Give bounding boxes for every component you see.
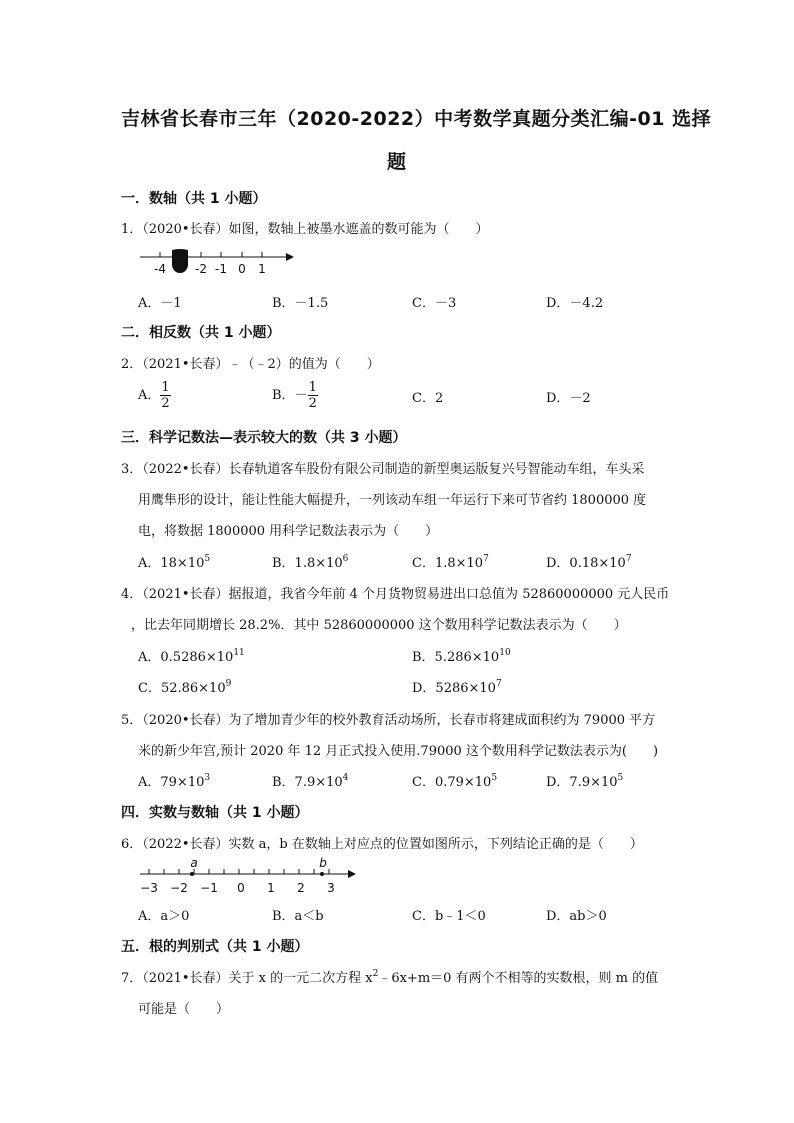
exponent: 11: [233, 648, 245, 658]
section-heading-5: 五．根的判别式（共 1 小题）: [121, 939, 309, 955]
exponent: 7: [495, 679, 502, 689]
point-a-label: a: [190, 856, 198, 870]
axis-label: -2: [195, 262, 207, 276]
option-c: [412, 771, 497, 790]
axis-label: 0: [238, 262, 246, 276]
question-5-line-1: 5．（2020•长春）为了增加青少年的校外教育活动场所，长春市将建成面积约为 79000 平方: [121, 713, 656, 728]
fraction: [308, 380, 318, 411]
option-b: B．－1.5: [272, 296, 329, 311]
point-b-label: b: [319, 856, 327, 870]
question-2-text: 2．（2021•长春）﹣（﹣2）的值为（ ）: [121, 357, 380, 372]
point-b: [320, 872, 324, 876]
axis-label: 0: [237, 881, 245, 895]
axis-label: 3: [327, 881, 335, 895]
section-heading-3: 三．科学记数法—表示较大的数（共 3 小题）: [121, 430, 407, 446]
exponent: 2: [372, 969, 379, 979]
exponent: 4: [342, 773, 349, 783]
axis-label: 2: [297, 881, 305, 895]
fraction: [160, 380, 170, 411]
option-text: D．7.9×10: [546, 775, 618, 790]
exponent: 3: [204, 773, 211, 783]
option-d: [546, 771, 623, 790]
exponent: 6: [342, 554, 349, 564]
option-b: [272, 380, 318, 411]
exponent: 5: [491, 773, 498, 783]
option-c: C．－3: [412, 296, 457, 311]
exponent: 9: [225, 679, 232, 689]
question-4-line-1: 4．（2021•长春）据报道，我省今年前 4 个月货物贸易进出口总值为 52860000000 元人民币: [121, 587, 670, 602]
number-line-figure-6: [134, 856, 364, 898]
axis-label: −2: [170, 881, 188, 895]
option-c: [412, 552, 489, 571]
option-text: C．0.79×10: [412, 775, 492, 790]
axis-label: −3: [140, 881, 158, 895]
option-c: C．2: [412, 391, 444, 406]
option-d: D．ab＞0: [546, 909, 607, 924]
option-label: A．: [138, 388, 161, 403]
fraction-numerator: 1: [308, 380, 317, 395]
section-heading-1: 一．数轴（共 1 小题）: [121, 191, 267, 207]
option-a: A．a＞0: [138, 909, 190, 924]
exponent: 5: [204, 554, 211, 564]
option-b: [272, 771, 348, 790]
section-heading-2: 二．相反数（共 1 小题）: [121, 325, 281, 341]
exponent: 5: [617, 773, 624, 783]
axis-label: -1: [215, 262, 227, 276]
page-title: 吉林省长春市三年（2020-2022）中考数学真题分类汇编-01 选择: [121, 108, 712, 130]
question-5-line-2: 米的新少年宫,预计 2020 年 12 月正式投入使用.79000 这个数用科学记数法表示为( ): [138, 744, 659, 759]
option-a: [138, 646, 245, 665]
option-b: [272, 552, 348, 571]
option-text: B．7.9×10: [272, 775, 343, 790]
fraction-denominator: 2: [161, 396, 170, 411]
fraction-numerator: 1: [161, 380, 170, 395]
option-text: C．52.86×10: [138, 681, 226, 696]
number-line-figure-1: [136, 246, 306, 280]
section-heading-4: 四．实数与数轴（共 1 小题）: [121, 805, 309, 821]
option-a: [138, 552, 210, 571]
axis-label: 1: [267, 881, 275, 895]
option-text: A．18×10: [138, 556, 205, 571]
option-text: B．5.286×10: [412, 650, 500, 665]
option-c: [138, 677, 231, 696]
number-line-arrow: [286, 253, 294, 261]
question-7-line-1: [121, 967, 658, 986]
option-text: B．1.8×10: [272, 556, 343, 571]
question-6-text: 6．（2022•长春）实数 a，b 在数轴上对应点的位置如图所示，下列结论正确的是（ ）: [121, 837, 643, 852]
axis-label: 1: [258, 262, 266, 276]
exponent: 7: [625, 554, 632, 564]
option-a: [138, 380, 171, 411]
option-text: A．0.5286×10: [138, 650, 234, 665]
option-d: [412, 677, 502, 696]
question-1-text: 1．（2020•长春）如图，数轴上被墨水遮盖的数可能为（ ）: [121, 222, 489, 237]
fraction-denominator: 2: [308, 396, 317, 411]
option-a: A．－1: [138, 296, 182, 311]
number-line-arrow: [348, 870, 356, 878]
axis-label: −1: [200, 881, 218, 895]
question-text: 7．（2021•长春）关于 x 的一元二次方程 x: [121, 971, 373, 986]
exponent: 10: [499, 648, 511, 658]
option-text: C．1.8×10: [412, 556, 484, 571]
tick-marks: [149, 869, 329, 874]
question-7-line-2: 可能是（ ）: [138, 1002, 230, 1017]
question-3-line-3: 电，将数据 1800000 用科学记数法表示为（ ）: [138, 524, 439, 539]
option-d: [546, 552, 632, 571]
axis-label: -4: [154, 262, 166, 276]
question-text: ﹣6x+m＝0 有两个不相等的实数根，则 m 的值: [378, 971, 659, 986]
question-3-line-1: 3．（2022•长春）长春轨道客车股份有限公司制造的新型奥运版复兴号智能动车组，车头采: [121, 462, 645, 477]
option-text: D．5286×10: [412, 681, 496, 696]
question-3-line-2: 用鹰隼形的设计，能让性能大幅提升，一列该动车组一年运行下来可节省约 1800000 度: [138, 493, 647, 508]
option-d: D．－2: [546, 391, 591, 406]
option-b: B．a＜b: [272, 909, 324, 924]
page-title-continued: 题: [387, 151, 407, 173]
option-b: [412, 646, 511, 665]
exponent: 7: [483, 554, 489, 564]
point-a: [190, 872, 194, 876]
option-text: A．79×10: [138, 775, 205, 790]
ink-blot: [172, 249, 188, 273]
question-4-line-2: ，比去年同期增长 28.2%．其中 52860000000 这个数用科学记数法表示为（ ）: [131, 618, 627, 633]
option-a: [138, 771, 210, 790]
option-label: B．－: [272, 388, 308, 403]
option-d: D．－4.2: [546, 296, 604, 311]
option-text: D．0.18×10: [546, 556, 626, 571]
option-c: C．b﹣1＜0: [412, 909, 486, 924]
